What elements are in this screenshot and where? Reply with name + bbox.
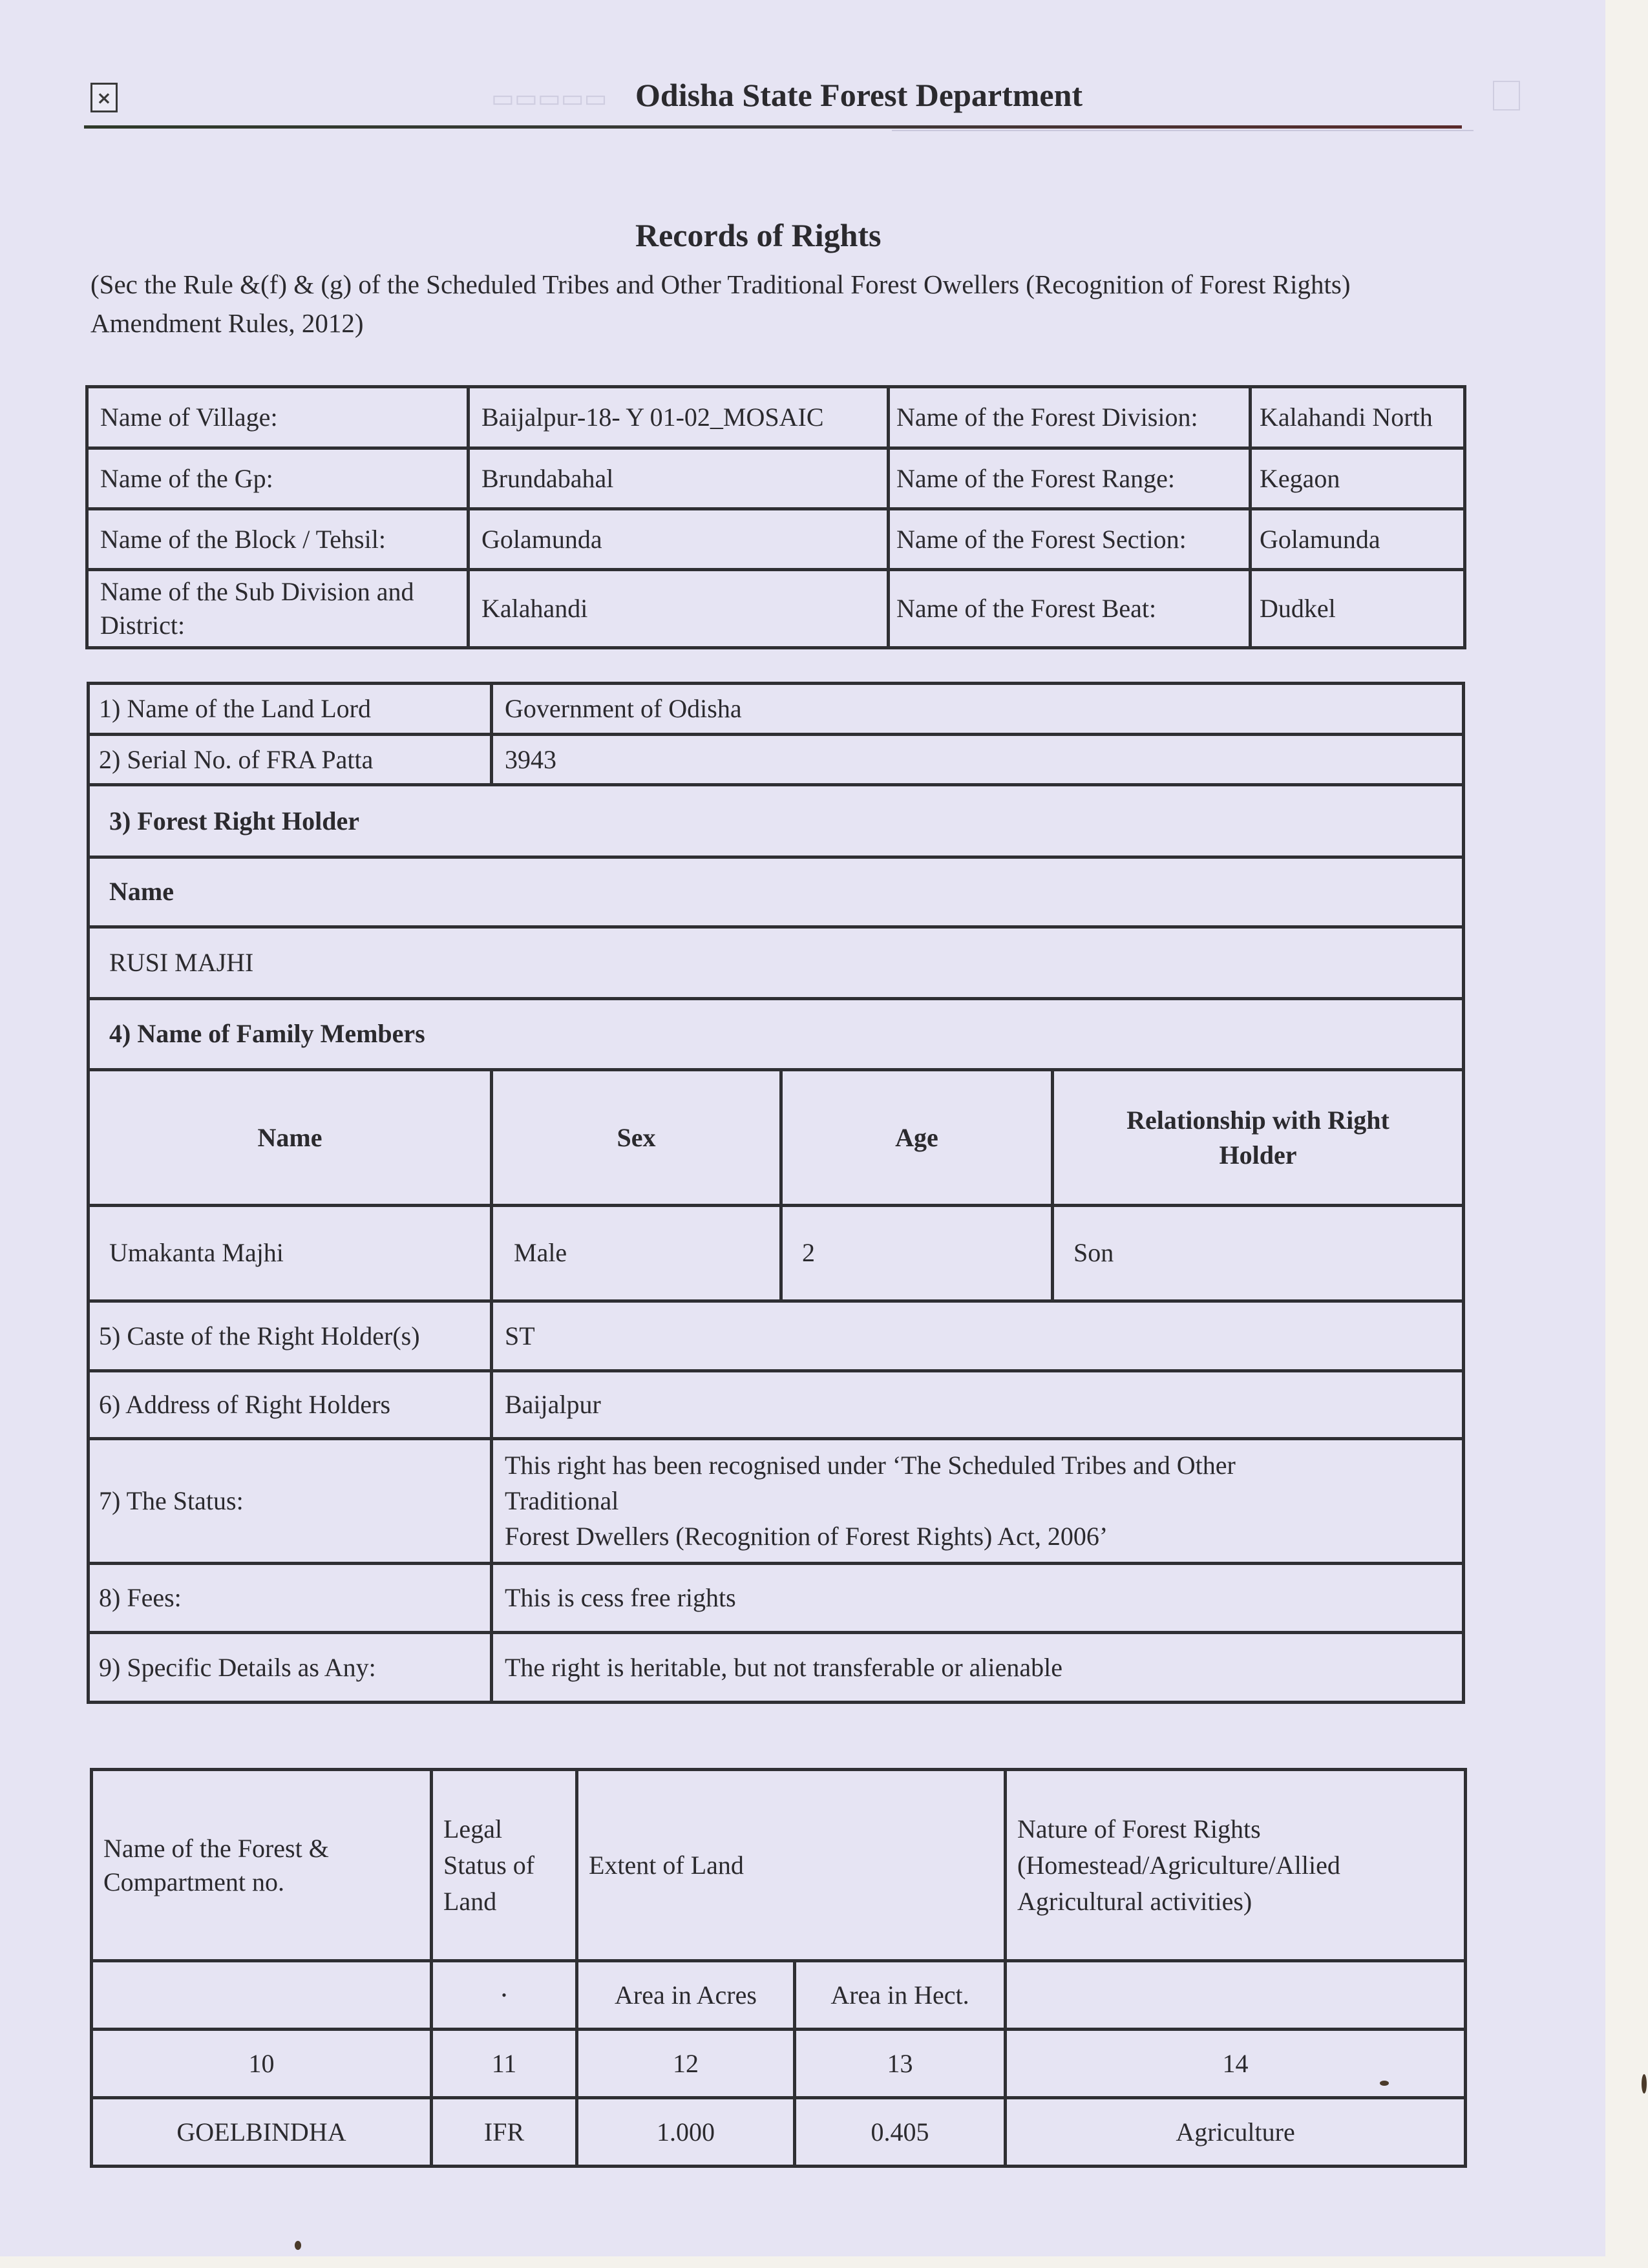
serial-value: 3943 (492, 735, 1464, 785)
scan-speck (295, 2241, 301, 2250)
fees-label: 8) Fees: (89, 1563, 492, 1632)
table-row (87, 570, 1465, 648)
close-box-icon[interactable]: × (90, 83, 118, 112)
specific-label: 9) Specific Details as Any: (89, 1633, 492, 1703)
land-header-row (92, 1770, 1466, 1961)
subdivision-label: Name of the Sub Division and District: (87, 570, 469, 648)
family-member-age: 2 (781, 1205, 1053, 1301)
forest-section-label: Name of the Forest Section: (889, 509, 1251, 570)
land-data-row (92, 2098, 1466, 2167)
family-col-sex: Sex (492, 1070, 781, 1205)
gp-label: Name of the Gp: (87, 448, 469, 509)
table-row (89, 1301, 1464, 1371)
address-label: 6) Address of Right Holders (89, 1371, 492, 1438)
land-subheader-row (92, 1961, 1466, 2030)
block-value: Golamunda (469, 509, 889, 570)
table-row (89, 927, 1464, 998)
land-col-forest-name: Name of the Forest & Compartment no. (92, 1770, 432, 1961)
family-col-name: Name (89, 1070, 492, 1205)
col-number: 12 (577, 2030, 795, 2098)
block-label: Name of the Block / Tehsil: (87, 509, 469, 570)
col-number: 10 (92, 2030, 432, 2098)
table-row (87, 509, 1465, 570)
status-label: 7) The Status: (89, 1438, 492, 1563)
subdivision-value: Kalahandi (469, 570, 889, 648)
village-label: Name of Village: (87, 387, 469, 448)
table-row (89, 1205, 1464, 1301)
address-value: Baijalpur (492, 1371, 1464, 1438)
status-line: Forest Dwellers (Recognition of Forest Rights) Act, 2006’ (505, 1522, 1108, 1551)
family-col-age: Age (781, 1070, 1053, 1205)
document-subtitle: (Sec the Rule &(f) & (g) of the Scheduled Tribes and Other Traditional Forest Owellers (Recognition of Forest Rights) Amendment Rules, 2012) (90, 269, 1351, 338)
land-number-row (92, 2030, 1466, 2098)
land-subheader-mark: • (432, 1961, 577, 2030)
table-row (89, 684, 1464, 735)
land-area-hect: 0.405 (795, 2098, 1006, 2167)
land-col-extent: Extent of Land (577, 1770, 1006, 1961)
serial-label: 2) Serial No. of FRA Patta (89, 735, 492, 785)
forest-beat-label: Name of the Forest Beat: (889, 570, 1251, 648)
forest-range-value: Kegaon (1251, 448, 1465, 509)
table-row (89, 1563, 1464, 1632)
table-row (89, 785, 1464, 857)
gp-value: Brundabahal (469, 448, 889, 509)
header-rule-shadow (892, 130, 1474, 131)
land-subheader-empty (1006, 1961, 1466, 2030)
table-row (89, 1371, 1464, 1438)
land-nature: Agriculture (1006, 2098, 1466, 2167)
header-rule (84, 125, 1462, 129)
holder-heading: 3) Forest Right Holder (89, 785, 1464, 857)
table-row (89, 735, 1464, 785)
land-subheader-empty (92, 1961, 432, 2030)
caste-label: 5) Caste of the Right Holder(s) (89, 1301, 492, 1371)
land-col-legal-status: Legal Status of Land (432, 1770, 577, 1961)
family-member-relationship: Son (1053, 1205, 1464, 1301)
status-line: This right has been recognised under ‘The Scheduled Tribes and Other (505, 1451, 1236, 1480)
land-lord-label: 1) Name of the Land Lord (89, 684, 492, 735)
forest-section-value: Golamunda (1251, 509, 1465, 570)
land-area-acres: 1.000 (577, 2098, 795, 2167)
col-number: 13 (795, 2030, 1006, 2098)
land-lord-value: Government of Odisha (492, 684, 1464, 735)
rights-table (87, 682, 1465, 1704)
scan-speck (1642, 2074, 1647, 2094)
table-row (89, 1633, 1464, 1703)
table-row (87, 448, 1465, 509)
table-row (89, 998, 1464, 1070)
fees-value: This is cess free rights (492, 1563, 1464, 1632)
specific-value: The right is heritable, but not transferable or alienable (492, 1633, 1464, 1703)
forest-range-label: Name of the Forest Range: (889, 448, 1251, 509)
holder-name-heading: Name (89, 857, 1464, 927)
caste-value: ST (492, 1301, 1464, 1371)
family-col-relationship: Relationship with Right Holder (1053, 1070, 1464, 1205)
land-col-nature: Nature of Forest Rights (Homestead/Agriculture/Allied Agricultural activities) (1006, 1770, 1466, 1961)
scan-speck (1380, 2081, 1389, 2086)
bleed-through-mark: ▭▭▭▭▭ (491, 85, 607, 112)
village-value: Baijalpur-18- Y 01-02_MOSAIC (469, 387, 889, 448)
status-line: Traditional (505, 1486, 619, 1516)
land-subheader-acres: Area in Acres (577, 1961, 795, 2030)
table-row (87, 387, 1465, 448)
faint-box-icon (1493, 81, 1520, 110)
department-title: Odisha State Forest Department (635, 77, 1083, 113)
status-value (492, 1438, 1464, 1563)
document-title: Records of Rights (635, 217, 882, 253)
land-forest-name: GOELBINDHA (92, 2098, 432, 2167)
table-row (89, 1438, 1464, 1563)
forest-beat-value: Dudkel (1251, 570, 1465, 648)
forest-division-value: Kalahandi North (1251, 387, 1465, 448)
table-row (89, 857, 1464, 927)
forest-division-label: Name of the Forest Division: (889, 387, 1251, 448)
family-member-name: Umakanta Majhi (89, 1205, 492, 1301)
location-table (85, 385, 1466, 649)
land-subheader-hect: Area in Hect. (795, 1961, 1006, 2030)
col-number: 11 (432, 2030, 577, 2098)
land-legal-status: IFR (432, 2098, 577, 2167)
land-table (90, 1768, 1467, 2168)
family-header-row (89, 1070, 1464, 1205)
family-heading: 4) Name of Family Members (89, 998, 1464, 1070)
col-number: 14 (1006, 2030, 1466, 2098)
family-member-sex: Male (492, 1205, 781, 1301)
holder-name: RUSI MAJHI (89, 927, 1464, 998)
